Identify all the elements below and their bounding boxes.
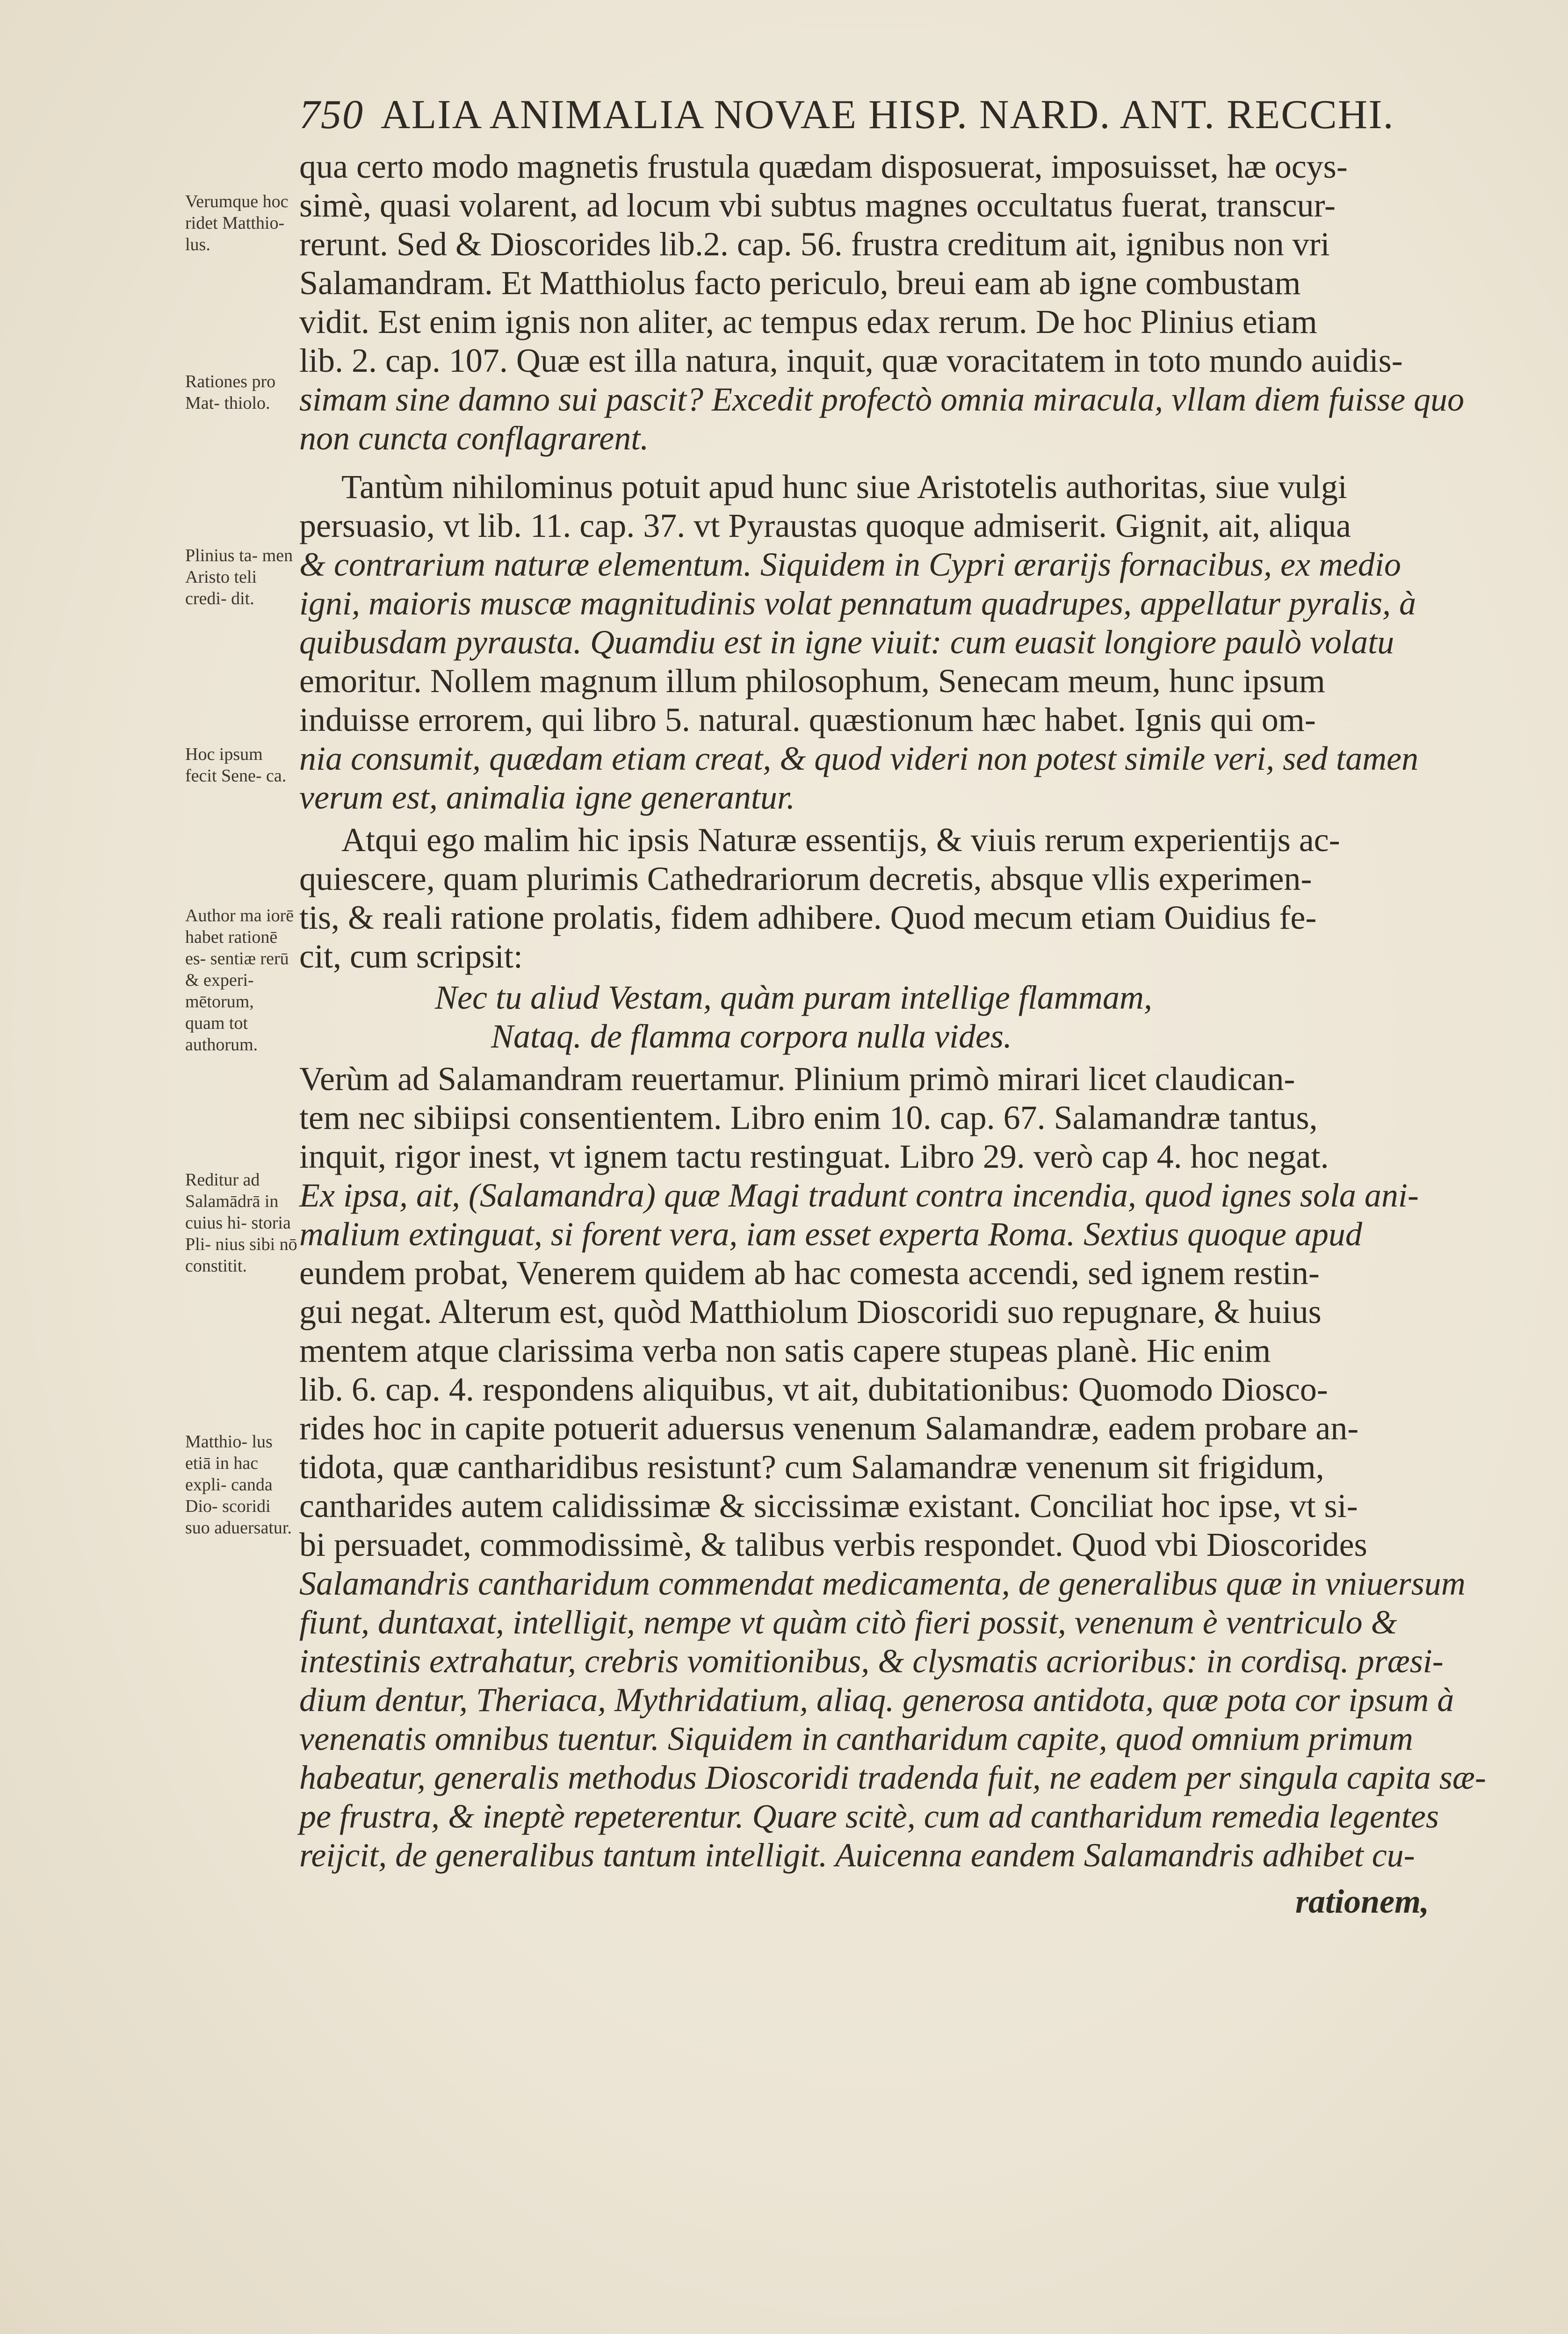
text-line: reijcit, de generalibus tantum intelligit. Auicenna eandem Salamandris adhibet cu-: [299, 1836, 1415, 1874]
text-line: cantharides autem calidissimæ & siccissimæ existant. Conciliat hoc ipse, vt si-: [299, 1487, 1358, 1525]
text-line: dium dentur, Theriaca, Mythridatium, aliaq. generosa antidota, quæ pota cor ipsum à: [299, 1681, 1454, 1719]
text-line: inquit, rigor inest, vt ignem tactu restinguat. Libro 29. verò cap 4. hoc negat.: [299, 1138, 1329, 1175]
text-line: Tantùm nihilominus potuit apud hunc siue Aristotelis authoritas, siue vulgi: [341, 468, 1347, 506]
text-line: rides hoc in capite potuerit aduersus venenum Salamandræ, eadem probare an-: [299, 1409, 1359, 1447]
page-number: 750: [299, 92, 364, 137]
verse-line: Nec tu aliud Vestam, quàm puram intellige flammam,: [435, 979, 1152, 1016]
text-line: tis, & reali ratione prolatis, fidem adhibere. Quod mecum etiam Ouidius fe-: [299, 899, 1317, 936]
text-line: tem nec sibiipsi consentientem. Libro enim 10. cap. 67. Salamandræ tantus,: [299, 1099, 1318, 1136]
text-line: intestinis extrahatur, crebris vomitionibus, & clysmatis acrioribus: in cordisq. præsi-: [299, 1642, 1444, 1680]
running-header: [299, 91, 1496, 138]
text-line: simè, quasi volarent, ad locum vbi subtus magnes occultatus fuerat, transcur-: [299, 187, 1336, 224]
text-line: habeatur, generalis methodus Dioscoridi tradenda fuit, ne eadem per singula capita sæ-: [299, 1759, 1486, 1796]
verse-line: Nataq. de flamma corpora nulla vides.: [491, 1018, 1012, 1055]
text-line: cit, cum scripsit:: [299, 938, 523, 975]
text-line: induisse errorem, qui libro 5. natural. quæstionum hæc habet. Ignis qui om-: [299, 701, 1316, 738]
text-line: nia consumit, quædam etiam creat, & quod videri non potest simile veri, sed tamen: [299, 740, 1419, 777]
text-line: gui negat. Alterum est, quòd Matthiolum Dioscoridi suo repugnare, & huius: [299, 1293, 1322, 1330]
margin-note: Hoc ipsum fecit Sene- ca.: [185, 744, 287, 786]
text-line: lib. 2. cap. 107. Quæ est illa natura, inquit, quæ voracitatem in toto mundo auidis-: [299, 342, 1403, 379]
text-line: rerunt. Sed & Dioscorides lib.2. cap. 56. frustra creditum ait, ignibus non vri: [299, 225, 1330, 263]
catchword: rationem,: [1295, 1883, 1430, 1920]
text-line: persuasio, vt lib. 11. cap. 37. vt Pyraustas quoque admiserit. Gignit, ait, aliqua: [299, 507, 1351, 544]
running-title: ALIA ANIMALIA NOVAE HISP. NARD. ANT. RECCHI.: [381, 92, 1395, 137]
text-line: Salamandram. Et Matthiolus facto periculo, breui eam ab igne combustam: [299, 264, 1301, 302]
text-line: malium extinguat, si forent vera, iam esset experta Roma. Sextius quoque apud: [299, 1215, 1362, 1253]
text-line: pe frustra, & ineptè repeterentur. Quare scitè, cum ad cantharidum remedia legentes: [299, 1798, 1439, 1835]
text-line: fiunt, duntaxat, intelligit, nempe vt quàm citò fieri possit, venenum è ventriculo &: [299, 1604, 1397, 1641]
text-line: quibusdam pyrausta. Quamdiu est in igne viuit: cum euasit longiore paulò volatu: [299, 623, 1395, 661]
text-line: igni, maioris muscæ magnitudinis volat pennatum quadrupes, appellatur pyralis, à: [299, 585, 1416, 622]
text-line: vidit. Est enim ignis non aliter, ac tempus edax rerum. De hoc Plinius etiam: [299, 303, 1317, 340]
text-line: non cuncta conflagrarent.: [299, 419, 649, 457]
text-line: verum est, animalia igne generantur.: [299, 779, 795, 816]
margin-note: Matthio- lus etiā in hac expli- canda Dio- scoridi suo aduersatur.: [185, 1432, 292, 1538]
text-line: Atqui ego malim hic ipsis Naturæ essentijs, & viuis rerum experientijs ac-: [341, 821, 1340, 859]
text-line: Verùm ad Salamandram reuertamur. Plinium primò mirari licet claudican-: [299, 1060, 1295, 1098]
text-line: Ex ipsa, ait, (Salamandra) quæ Magi tradunt contra incendia, quod ignes sola ani-: [299, 1177, 1419, 1214]
text-line: mentem atque clarissima verba non satis capere stupeas planè. Hic enim: [299, 1332, 1271, 1369]
margin-note: Author ma iorē habet rationē es- sentiæ rerū & experi- mētorum, quam tot authorum.: [185, 906, 294, 1055]
margin-note: Reditur ad Salamādrā in cuius hi- storia Pli- nius sibi nō constitit.: [185, 1170, 297, 1276]
text-line: & contrarium naturæ elementum. Siquidem in Cypri ærarijs fornacibus, ex medio: [299, 546, 1401, 583]
text-line: eundem probat, Venerem quidem ab hac comesta accendi, sed ignem restin-: [299, 1254, 1320, 1292]
margin-note: Plinius ta- men Aristo teli credi- dit.: [185, 546, 293, 608]
text-line: emoritur. Nollem magnum illum philosophum, Senecam meum, hunc ipsum: [299, 662, 1325, 700]
text-line: qua certo modo magnetis frustula quædam disposuerat, imposuisset, hæ ocys-: [299, 148, 1348, 185]
text-line: venenatis omnibus tuentur. Siquidem in cantharidum capite, quod omnium primum: [299, 1720, 1413, 1757]
text-line: quiescere, quam plurimis Cathedrariorum decretis, absque vllis experimen-: [299, 860, 1312, 897]
text-line: tidota, quæ cantharidibus resistunt? cum Salamandræ venenum sit frigidum,: [299, 1448, 1324, 1486]
text-line: bi persuadet, commodissimè, & talibus verbis respondet. Quod vbi Dioscorides: [299, 1526, 1367, 1563]
margin-note: Verumque hoc ridet Matthio- lus.: [185, 192, 289, 254]
text-line: simam sine damno sui pascit? Excedit profectò omnia miracula, vllam diem fuisse quo: [299, 381, 1465, 418]
text-line: Salamandris cantharidum commendat medicamenta, de generalibus quæ in vniuersum: [299, 1565, 1466, 1602]
margin-note: Rationes pro Mat- thiolo.: [185, 372, 276, 413]
text-line: lib. 6. cap. 4. respondens aliquibus, vt ait, dubitationibus: Quomodo Diosco-: [299, 1371, 1328, 1408]
